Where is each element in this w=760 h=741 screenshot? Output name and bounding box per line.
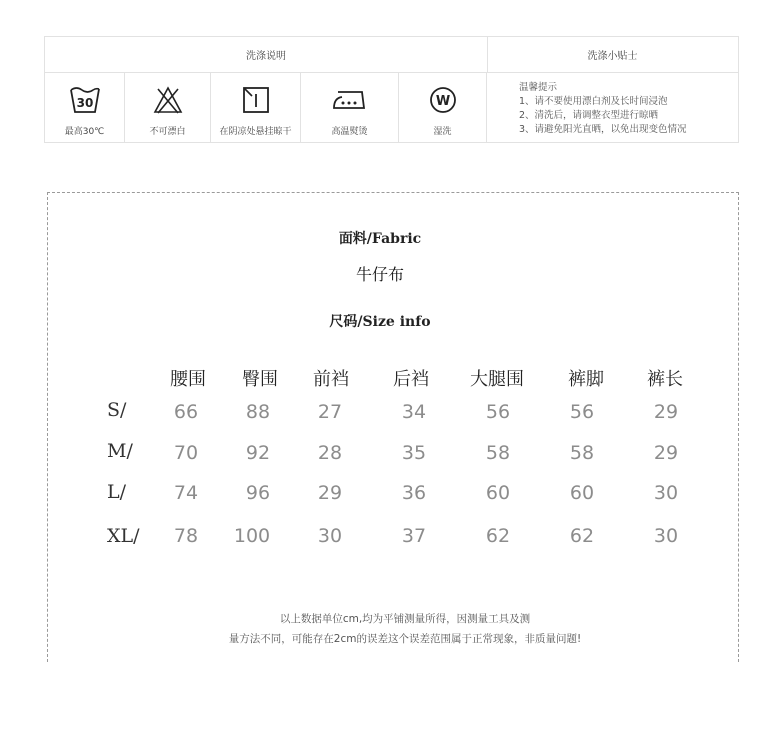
- care-caption: 高温熨烫: [331, 127, 368, 137]
- size-value: 60: [485, 482, 511, 504]
- washing-tips-header: 洗涤小贴士: [487, 37, 738, 73]
- column-header-back-rise: 后裆: [393, 369, 429, 390]
- column-header-front-rise: 前裆: [313, 369, 349, 390]
- size-label-xl: XL/: [107, 525, 140, 547]
- size-value: 62: [485, 525, 511, 547]
- svg-text:W: W: [435, 94, 450, 109]
- column-header-length: 裤长: [647, 369, 683, 390]
- size-value: 30: [317, 525, 343, 547]
- tips-heading: 温馨提示: [519, 82, 558, 93]
- size-value: 74: [173, 482, 199, 504]
- size-value: 56: [485, 401, 511, 423]
- size-value: 29: [653, 442, 679, 464]
- size-value: 37: [401, 525, 427, 547]
- size-value: 27: [317, 401, 343, 423]
- fabric-value: 牛仔布: [355, 265, 404, 284]
- care-caption: 不可漂白: [149, 127, 186, 137]
- measurement-note: 量方法不同，可能存在2cm的误差这个误差范围属于正常现象，非质量问题!: [228, 633, 582, 645]
- wash-30-icon: [68, 85, 102, 115]
- size-value: 28: [317, 442, 343, 464]
- care-item-iron-high: [301, 72, 399, 142]
- size-value: 100: [233, 525, 271, 547]
- care-caption: 最高30℃: [64, 127, 105, 137]
- washing-instructions-header: 洗涤说明: [45, 37, 488, 73]
- no-bleach-icon: [152, 85, 184, 115]
- care-item-wash-30: [45, 72, 125, 142]
- size-value: 36: [401, 482, 427, 504]
- shade-dry-icon: [241, 85, 271, 115]
- care-caption: 在阴凉处悬挂晾干: [219, 127, 292, 137]
- washing-tips: [487, 72, 738, 142]
- size-value: 29: [653, 401, 679, 423]
- size-value: 29: [317, 482, 343, 504]
- size-value: 34: [401, 401, 427, 423]
- care-item-wet-clean: [399, 72, 487, 142]
- iron-high-icon: [330, 87, 370, 113]
- tip-line: 2、清洗后，请调整衣型进行晾晒: [519, 110, 659, 121]
- wet-clean-icon: [428, 85, 458, 115]
- size-value: 30: [653, 482, 679, 504]
- care-item-shade-dry: [211, 72, 301, 142]
- measurement-note: 以上数据单位cm,均为平铺测量所得，因测量工具及测: [279, 613, 531, 625]
- column-header-thigh: 大腿围: [470, 369, 524, 390]
- size-value: 66: [173, 401, 199, 423]
- size-value: 96: [245, 482, 271, 504]
- size-value: 92: [245, 442, 271, 464]
- size-value: 78: [173, 525, 199, 547]
- size-value: 58: [569, 442, 595, 464]
- size-value: 88: [245, 401, 271, 423]
- size-title: 尺码/Size info: [329, 314, 431, 330]
- care-caption: 湿洗: [433, 127, 452, 137]
- size-value: 35: [401, 442, 427, 464]
- size-value: 62: [569, 525, 595, 547]
- size-value: 58: [485, 442, 511, 464]
- size-label-m: M/: [107, 440, 133, 462]
- size-value: 56: [569, 401, 595, 423]
- tip-line: 3、请避免阳光直晒，以免出现变色情况: [519, 124, 687, 135]
- fabric-title: 面料/Fabric: [338, 231, 422, 247]
- column-header-hip: 臀围: [242, 369, 278, 390]
- care-item-no-bleach: [125, 72, 211, 142]
- size-value: 70: [173, 442, 199, 464]
- size-value: 60: [569, 482, 595, 504]
- size-value: 30: [653, 525, 679, 547]
- column-header-leg-opening: 裤脚: [568, 369, 604, 390]
- washing-instructions-table: [44, 36, 739, 143]
- tip-line: 1、请不要使用漂白剂及长时间浸泡: [519, 96, 668, 107]
- column-header-waist: 腰围: [170, 369, 206, 390]
- svg-text:30: 30: [76, 96, 93, 110]
- size-label-s: S/: [107, 399, 127, 421]
- size-label-l: L/: [107, 481, 127, 503]
